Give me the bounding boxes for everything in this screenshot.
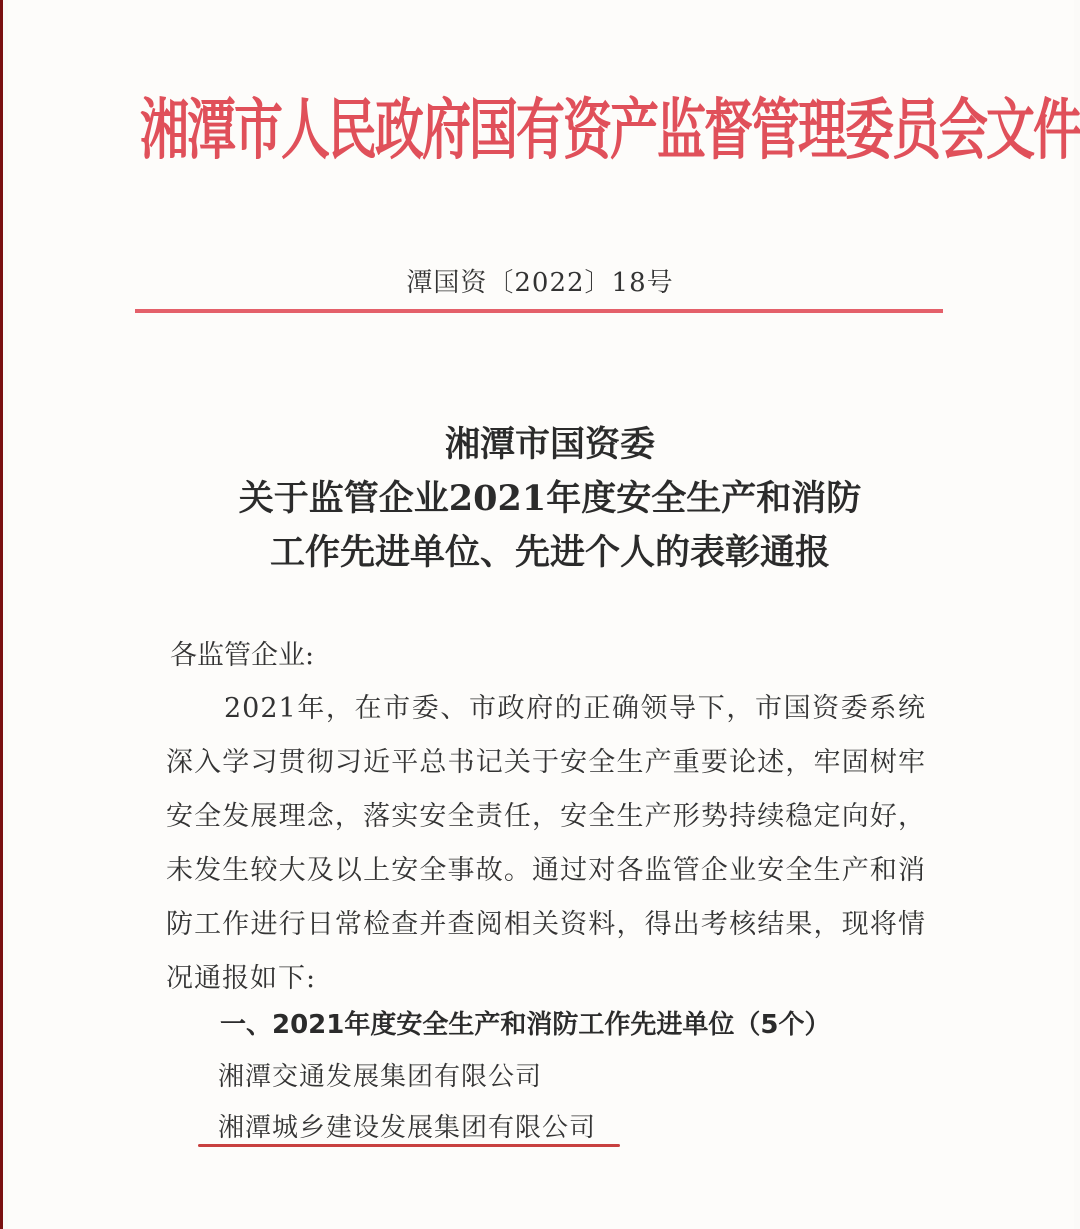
hand-underline <box>198 1144 620 1147</box>
document-number: 潭国资〔2022〕18号 <box>406 268 674 298</box>
salutation: 各监管企业: <box>170 640 315 671</box>
award-unit-item: 湘潭城乡建设发展集团有限公司 <box>218 1113 597 1143</box>
title-line-3: 工作先进单位、先进个人的表彰通报 <box>269 532 830 573</box>
document-masthead: 湘潭市人民政府国有资产监督管理委员会文件 <box>140 91 1080 169</box>
section-heading: 一、2021年度安全生产和消防工作先进单位（5个） <box>220 1010 831 1040</box>
body-paragraph: 2021年，在市委、市政府的正确领导下，市国资委系统深入学习贯彻习近平总书记关于安全生产重要论述，牢固树牢安全发展理念，落实安全责任，安全生产形势持续稳定向好，未发生较大及以上安全事故。通过对各监管企业安全生产和消防工作进行日常检查并查阅相关资料，得出考核结果，现将情况通报如下: <box>166 693 926 994</box>
title-line-1: 湘潭市国资委 <box>444 424 655 465</box>
document-title <box>140 418 960 580</box>
red-divider-line <box>135 309 943 313</box>
award-unit-item: 湘潭交通发展集团有限公司 <box>218 1062 543 1092</box>
document-page <box>8 0 1080 1229</box>
title-line-2: 关于监管企业2021年度安全生产和消防 <box>238 478 862 519</box>
page-edge <box>0 0 3 1229</box>
